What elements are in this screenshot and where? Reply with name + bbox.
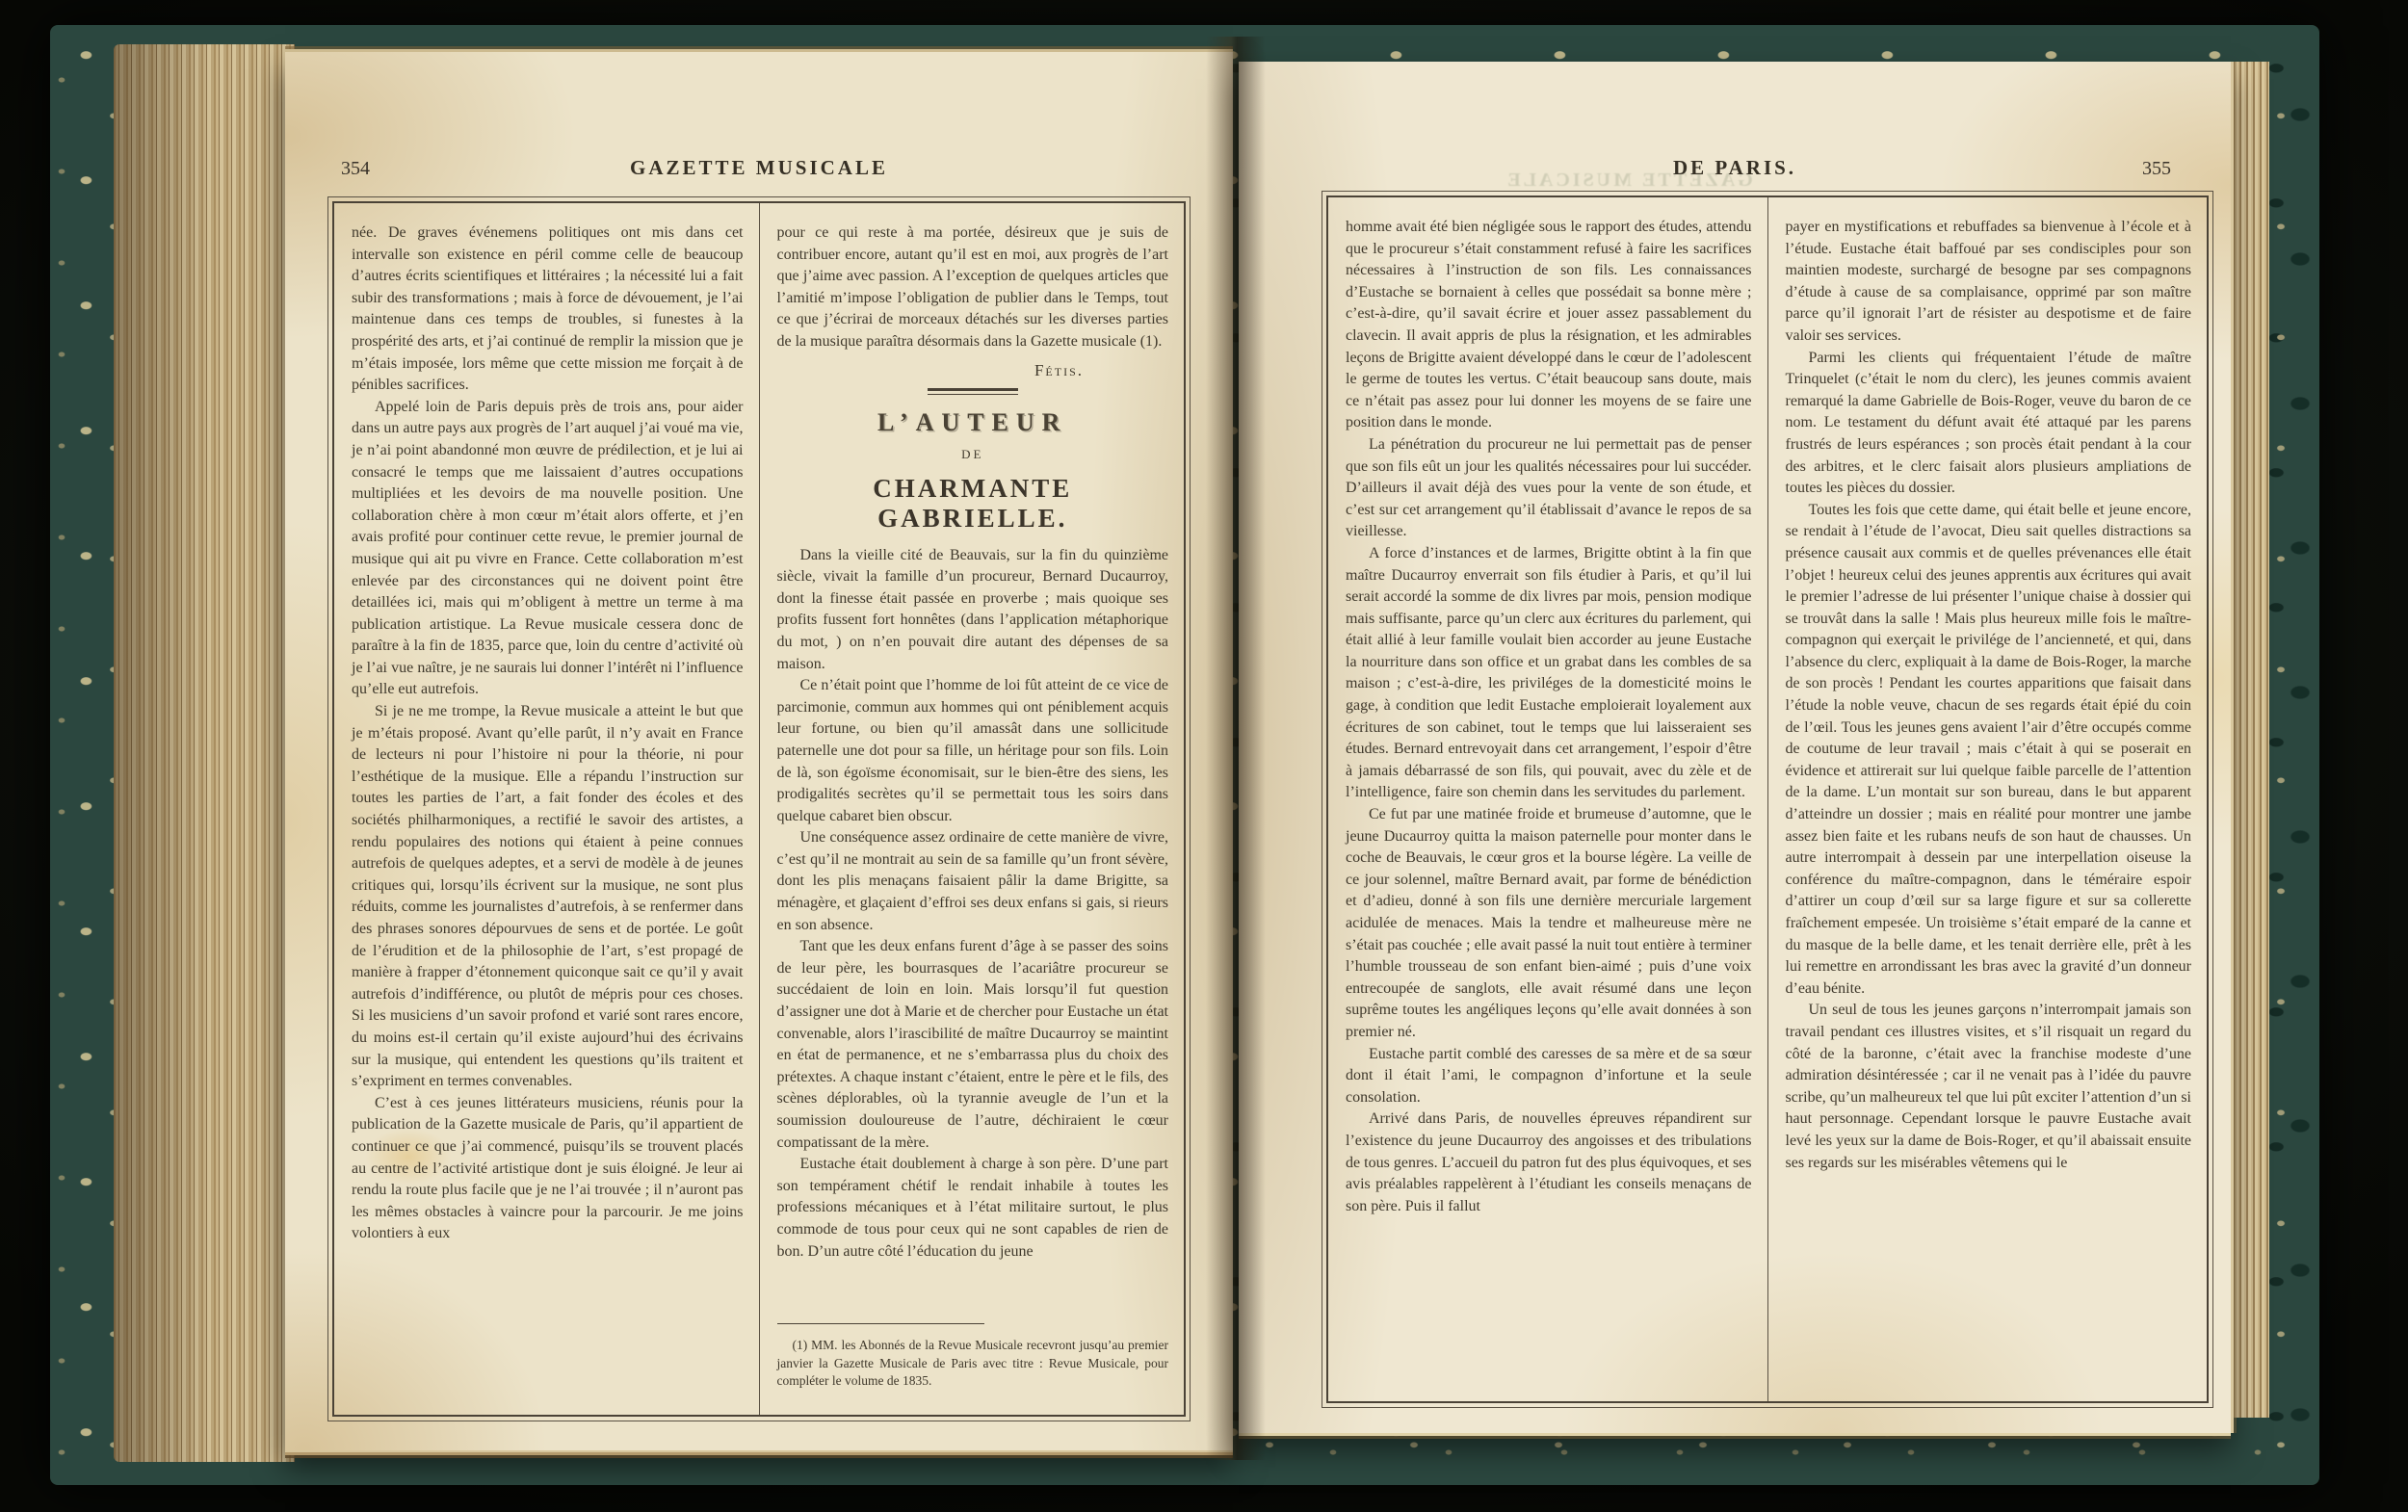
paragraph: Eustache partit comblé des caresses de sa mère et de sa sœur dont il était l’ami, le compagnon d’infortune et la seule consolation. bbox=[1346, 1045, 1752, 1106]
paragraph: Parmi les clients qui fréquentaient l’étude de maître Trinquelet (c’était le nom du clerc), les jeunes commis avaient remarqué la dame Gabrielle de Bois-Roger, veuve du baron de ce nom. Le testament du défunt avait été attaqué par les parens frustrés de leurs espérances ; son procès était pendant à la cour des arbitres, et le clerc faisait alors plusieurs ampliations de toutes les pièces du dossier. bbox=[1785, 349, 2191, 497]
paragraph: Arrivé dans Paris, de nouvelles épreuves répandirent sur l’existence du jeune Ducaurroy des angoisses et des tribulations de tous genres. L’accueil du patron fut des plus équivoques, et ses avis préalables rappelèrent à l’étudiant les conseils menaçans de son père. Puis il fallut bbox=[1346, 1110, 1752, 1214]
text-frame-right-inner bbox=[1326, 196, 2209, 1403]
text-frame-left bbox=[327, 196, 1191, 1421]
page-number-left: 354 bbox=[341, 158, 370, 179]
left-page-edge-stack bbox=[114, 44, 295, 1462]
paragraph: Toutes les fois que cette dame, qui était belle et jeune encore, se rendait à l’étude de l’avocat, Dieu sait quelles distractions sa présence causait aux commis et de quelles prévenances elle était l’objet ! heureux celui des jeunes apprentis aux écritures qui avait le premier l’adresse de lui présenter l’unique chaise à dossier qui se trouvât dans la salle ! Mais plus heureux mille fois le maître-compagnon qui exerçait le privilége de l’ancienneté, et qui, dans l’absence du clerc, expliquait à la dame de Bois-Roger, la marche de son procès ! Pendant les courtes apparitions que faisait dans l’étude la noble veuve, chacun de ses regards était épié du coin de l’œil. Tous les jeunes gens avaient l’air d’être occupés comme de coutume de leur travail ; mais c’était à qui se poserait en évidence et attirerait sur lui quelque faible parcelle de l’attention de la dame. L’un montait sur son bureau, dans le but apparent d’atteindre un dossier ; mais en réalité pour montrer une jambe assez bien faite et les rubans neufs de son haut de chausses. Un autre interrompait à dessein par une interpellation oiseuse la conférence du maître-compagnon, dans le téméraire espoir d’attirer un coup d’œil sur sa large figure et sur sa collerette fraîchement empesée. Un troisième s’était emparé de la canne et du masque de la belle dame, et les tenait derrière elle, prêt à les lui remettre en arrondissant les bras avec la gravité d’un donneur d’eau bénite. bbox=[1785, 501, 2191, 997]
page-number-right: 355 bbox=[2142, 158, 2171, 179]
article-heading-line2: DE bbox=[961, 446, 984, 461]
paragraph: Tant que les deux enfans furent d’âge à se passer des soins de leur père, les bourrasques de l’acariâtre procureur se succédaient de loin en loin. Mais lorsqu’il fut question d’assigner une dot à Marie et de chercher pour Eustache un état convenable, alors l’irascibilité de maître Ducaurroy se maintint en état de permanence, et ne s’embarrassa plus du choix des prétextes. A chaque instant c’étaient, entre le père et le fils, des scènes déplorables, où la tyrannie aveugle de l’un et la soumission douloureuse de l’autre, déchiraient le cœur compatissant de la mère. bbox=[776, 938, 1168, 1151]
paragraph: Un seul de tous les jeunes garçons n’interrompait jamais son travail pendant ces illustres visites, et s’il risquait un regard du côté de la baronne, c’était avec la franchise modeste d’une admiration désintéressée ; car il ne venait pas à l’idée du pauvre scribe, qu’un malheureux tel que lui pût exciter l’attention d’un si haut personnage. Cependant lorsque le pauvre Eustache avait levé les yeux sur la dame de Bois-Roger, et qu’il abaissait ensuite ses regards sur les misérables vêtemens qui le bbox=[1785, 1002, 2191, 1171]
right-page bbox=[1239, 62, 2231, 1433]
paragraph: Appelé loin de Paris depuis près de trois ans, pour aider dans un autre pays aux progrès de l’art auquel j’ai voué ma vie, je n’ai point abandonné mon œuvre de prédilection, et je lui ai consacré le temps que me laissaient d’autres occupations multipliées et les devoirs de ma nouvelle position. Une collaboration chère à mon cœur m’était alors offerte, et j’en avais profité pour continuer cette revue, le premier journal de musique qui ait pu vivre en France. Cette collaboration m’est enlevée par des circonstances qui ne doivent point être detaillées ici, mais qui m’obligent à mettre un terme à ma publication artistique. La Revue musicale cessera donc de paraître à la fin de 1835, parce que, loin du centre d’activité où je l’ai vue naître, je ne saurais lui donner l’intérêt ni l’influence qu’elle eut autrefois. bbox=[352, 398, 744, 698]
right-page-column-2 bbox=[1767, 197, 2208, 1401]
paragraph: née. De graves événemens politiques ont mis dans cet intervalle son existence en péril comme celle de beaucoup d’autres écrits scientifiques et littéraires ; la nécessité lui a fait subir des transformations ; mais à force de dévouement, je l’ai maintenue dans ces temps de troubles, si funestes à la prospérité des arts, et j’ai continué de remplir la mission que je m’étais imposée, lors même que cette mission me forçait à de pénibles sacrifices. bbox=[352, 224, 744, 394]
right-page-column-1 bbox=[1328, 197, 1767, 1401]
paragraph: Dans la vieille cité de Beauvais, sur la fin du quinzième siècle, vivait la famille d’un procureur, Bernard Ducaurroy, dont la finesse était passée en proverbe ; mais quoique ses profits fussent fort honnêtes (dans l’application métaphorique du mot, ) on n’en pouvait dire autant des dépenses de sa maison. bbox=[776, 546, 1168, 672]
article-heading-line3: CHARMANTE GABRIELLE. bbox=[873, 473, 1073, 533]
paragraph: Eustache était doublement à charge à son père. D’une part son tempérament chétif le rendait inhabile à toutes les professions mécaniques et à l’état militaire surtout, le plus commode de tous pour ceux qui ne sont capables de rien de bon. D’un autre côté l’éducation du jeune bbox=[776, 1156, 1168, 1260]
footnote-block bbox=[777, 1316, 1169, 1404]
left-page-column-2 bbox=[759, 203, 1185, 1415]
paragraph: Si je ne me trompe, la Revue musicale a atteint le but que je m’étais proposé. Avant qu’elle parût, il n’y avait en France de lecteurs ni pour l’histoire ni pour la théorie, ni pour l’esthétique de la musique. Elle a répandu l’instruction sur toutes les parties de l’art, a fait fonder des écoles et des sociétés philharmoniques, a rectifié le savoir des artistes, a rendu populaires des notions qui étaient à peine connues autrefois de quelques adeptes, et a servi de modèle à de jeunes critiques qui, lorsqu’ils écrivent sur la musique, ne sont plus réduits, comme les journalistes d’autrefois, à se renfermer dans des phrases sonores dépourvues de sens et de portée. Le goût de l’érudition et de la philosophie de l’art, s’est propagé de manière à frapper d’étonnement quiconque sait ce qu’il y avait autrefois d’indifférence, ou plutôt de mépris pour ces choses. Si les musiciens d’un savoir profond et varié sont rares encore, du moins est-il certain qu’il existe aujourd’hui des écrivains sur la musique, qui entendent les questions qu’ils traitent et s’expriment en termes convenables. bbox=[352, 703, 744, 1090]
paragraph: payer en mystifications et rebuffades sa bienvenue à l’école et à l’étude. Eustache était baffoué par ses condisciples pour son maintien modeste, surchargé de besogne par ses compagnons d’étude à cause de sa complaisance, opprimé par son maître parce qu’il ignorait l’art de résister au despotisme et de faire valoir ses services. bbox=[1785, 219, 2191, 344]
running-title-left: GAZETTE MUSICALE bbox=[630, 156, 888, 179]
left-column-2-body bbox=[777, 222, 1169, 1316]
left-page-column-1 bbox=[334, 203, 759, 1415]
text-frame-left-inner bbox=[332, 201, 1186, 1417]
author-signature: Fétis. bbox=[1034, 360, 1084, 379]
text-frame-right bbox=[1322, 191, 2213, 1408]
footnote-text: (1) MM. les Abonnés de la Revue Musicale recevront jusqu’au premier janvier la Gazette Musicale de Paris avec titre : Revue Musicale, pour compléter le volume de 1835. bbox=[776, 1338, 1168, 1388]
paragraph: homme avait été bien négligée sous le rapport des études, attendu que le procureur s’était constamment refusé à faire les sacrifices nécessaires à l’instruction de son fils. Les connaissances d’Eustache se bornaient à celles que possédait sa bonne mère ; c’est-à-dire, qu’il savait écrire et jouer assez passablement du clavecin. Il avait appris de plus la résignation, et les admirables leçons de Brigitte avaient développé dans le cœur de l’adolescent le germe de toutes les vertus. C’était beaucoup sans doute, mais ce n’était pas assez pour lui donner les moyens de se faire une position dans le monde. bbox=[1346, 219, 1752, 431]
paragraph: La pénétration du procureur ne lui permettait pas de penser que son fils eût un jour les qualités nécessaires pour lui succéder. D’ailleurs il avait déjà des vues pour la vente de son étude, et c’est sur cet arrangement qu’il établissait d’avance le repos de sa vieillesse. bbox=[1346, 435, 1752, 540]
paragraph: Ce fut par une matinée froide et brumeuse d’automne, que le jeune Ducaurroy quitta la maison paternelle pour monter dans le coche de Beauvais, le cœur gros et la bourse légère. La veille de ce jour solennel, maître Bernard avait, par forme de bénédiction et d’adieu, donné à son fils une dernière mercuriale largement acidulée de menaces. Mais la tendre et malheureuse mère ne s’était pas couchée ; elle avait passé la nuit tout entière à terminer l’humble trousseau de son enfant bien-aimé ; puis d’une voix entrecoupée de sanglots, elle avait résumé dans une leçon suprême toutes les angéliques leçons qu’elle avait données à son premier né. bbox=[1346, 806, 1752, 1040]
left-page bbox=[285, 52, 1233, 1450]
right-page-edge-stack bbox=[2231, 62, 2269, 1418]
paragraph: pour ce qui reste à ma portée, désireux que je suis de contribuer encore, autant qu’il est en moi, aux progrès de l’art que j’aime avec passion. A l’exception de quelques articles que l’amitié m’impose l’obligation de publier dans le Temps, tout ce que j’écrirai de morceaux détachés sur les diverses parties de la musique paraîtra désormais dans la Gazette musicale (1). bbox=[776, 224, 1168, 350]
show-through-ghost-title: GAZETTE MUSICALE bbox=[1505, 169, 1753, 191]
article-heading-line1: L’AUTEUR bbox=[877, 407, 1068, 436]
running-title-right: DE PARIS. bbox=[1672, 156, 1797, 179]
paragraph: C’est à ces jeunes littérateurs musiciens, réunis pour la publication de la Gazette musicale de Paris, qu’il appartient de continuer ce que j’ai commencé, puisqu’ils se trouvent placés au centre de l’activité artistique dont je suis éloigné. Je leur ai rendu la route plus facile que je ne l’ai trouvée ; il n’auront pas les mêmes obstacles à vaincre pour la parcourir. Je me joins volontiers à eux bbox=[352, 1094, 744, 1242]
paragraph: Une conséquence assez ordinaire de cette manière de vivre, c’est qu’il ne montrait au sein de sa famille qu’un front sévère, dont les plis menaçans faisaient pâlir la dame Brigitte, sa ménagère, et glaçaient d’effroi ses deux enfans si gais, si rieurs en son absence. bbox=[776, 829, 1168, 933]
footnote-rule bbox=[777, 1323, 984, 1324]
book-gutter-shadow bbox=[1206, 37, 1266, 1460]
ornament-divider bbox=[928, 388, 1018, 395]
paragraph: Ce n’était point que l’homme de loi fût atteint de ce vice de parcimonie, commun aux hommes qui ont péniblement acquis leur fortune, ou bien qu’il amassât dans une sollicitude paternelle une dot pour sa fille, un héritage pour son fils. Loin de là, son égoïsme économisait, sur le bien-être des siens, les prodigalités secrètes qu’il se permettait tous les soirs dans quelque cabaret bien obscur. bbox=[776, 677, 1168, 824]
paragraph: A force d’instances et de larmes, Brigitte obtint à la fin que maître Ducaurroy enverrait son fils étudier à Paris, et qu’il lui serait accordé la somme de dix livres par mois, pension modique mais suffisante, parce qu’un clerc aux écritures du parlement, qui était allié à leur famille voulait bien accorder au jeune Eustache la nourriture dans son office et un grabat dans les combles de sa maison ; c’est-à-dire, les priviléges de la domesticité moins le gage, à condition que ledit Eustache emploierait loyalement aux écritures de son cabinet, tout le temps que lui laisseraient ses études. Bernard entrevoyait dans cet arrangement, l’espoir d’être à jamais débarrassé de son fils, qui pouvait, avec du zèle et de l’intelligence, faire son chemin dans les servitudes du parlement. bbox=[1346, 544, 1752, 801]
